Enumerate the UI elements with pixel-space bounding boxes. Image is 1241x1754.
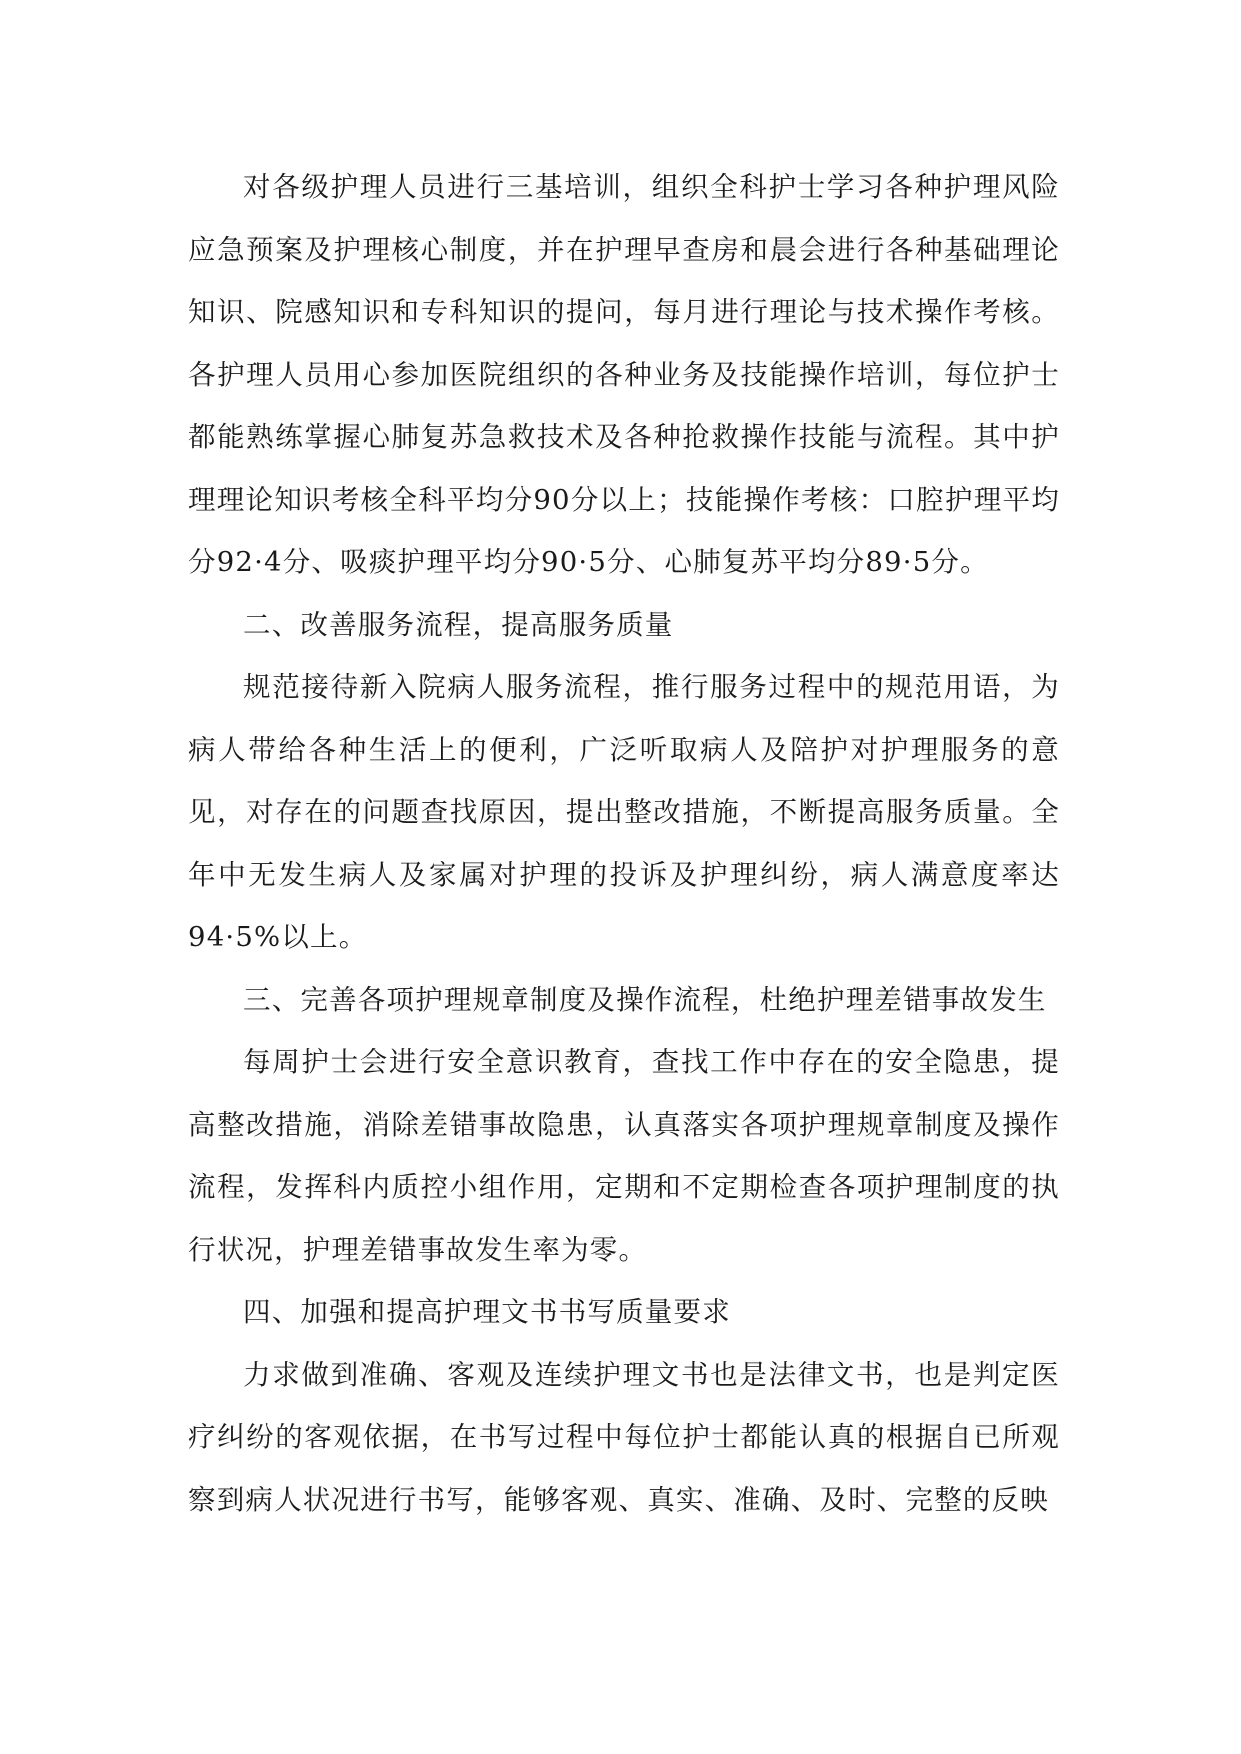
paragraph-rules: 每周护士会进行安全意识教育，查找工作中存在的安全隐患，提高整改措施，消除差错事故隐患，认真落实各项护理规章制度及操作流程，发挥科内质控小组作用，定期和不定期检查各项护理制度的执行状况，护理差错事故发生率为零。 — [188, 1046, 1060, 1266]
section-heading-service: 二、改善服务流程，提高服务质量 — [243, 608, 674, 641]
paragraph-training: 对各级护理人员进行三基培训，组织全科护士学习各种护理风险应急预案及护理核心制度，并在护理早查房和晨会进行各种基础理论知识、院感知识和专科知识的提问，每月进行理论与技术操作考核。各护理人员用心参加医院组织的各种业务及技能操作培训，每位护士都能熟练掌握心肺复苏急救技术及各种抢救操作技能与流程。其中护理理论知识考核全科平均分90分以上；技能操作考核：口腔护理平均分92·4分、吸痰护理平均分90·5分、心肺复苏平均分89·5分。 — [188, 171, 1060, 578]
paragraph-records: 力求做到准确、客观及连续护理文书也是法律文书，也是判定医疗纠纷的客观依据，在书写过程中每位护士都能认真的根据自已所观察到病人状况进行书写，能够客观、真实、准确、及时、完整的反映 — [188, 1358, 1060, 1516]
section-heading-rules: 三、完善各项护理规章制度及操作流程，杜绝护理差错事故发生 — [243, 983, 1047, 1016]
document-body — [188, 156, 1060, 1531]
paragraph-service: 规范接待新入院病人服务流程，推行服务过程中的规范用语，为病人带给各种生活上的便利，广泛听取病人及陪护对护理服务的意见，对存在的问题查找原因，提出整改措施，不断提高服务质量。全年中无发生病人及家属对护理的投诉及护理纠纷，病人满意度率达94·5%以上。 — [188, 671, 1060, 953]
section-heading-records: 四、加强和提高护理文书书写质量要求 — [243, 1296, 731, 1328]
